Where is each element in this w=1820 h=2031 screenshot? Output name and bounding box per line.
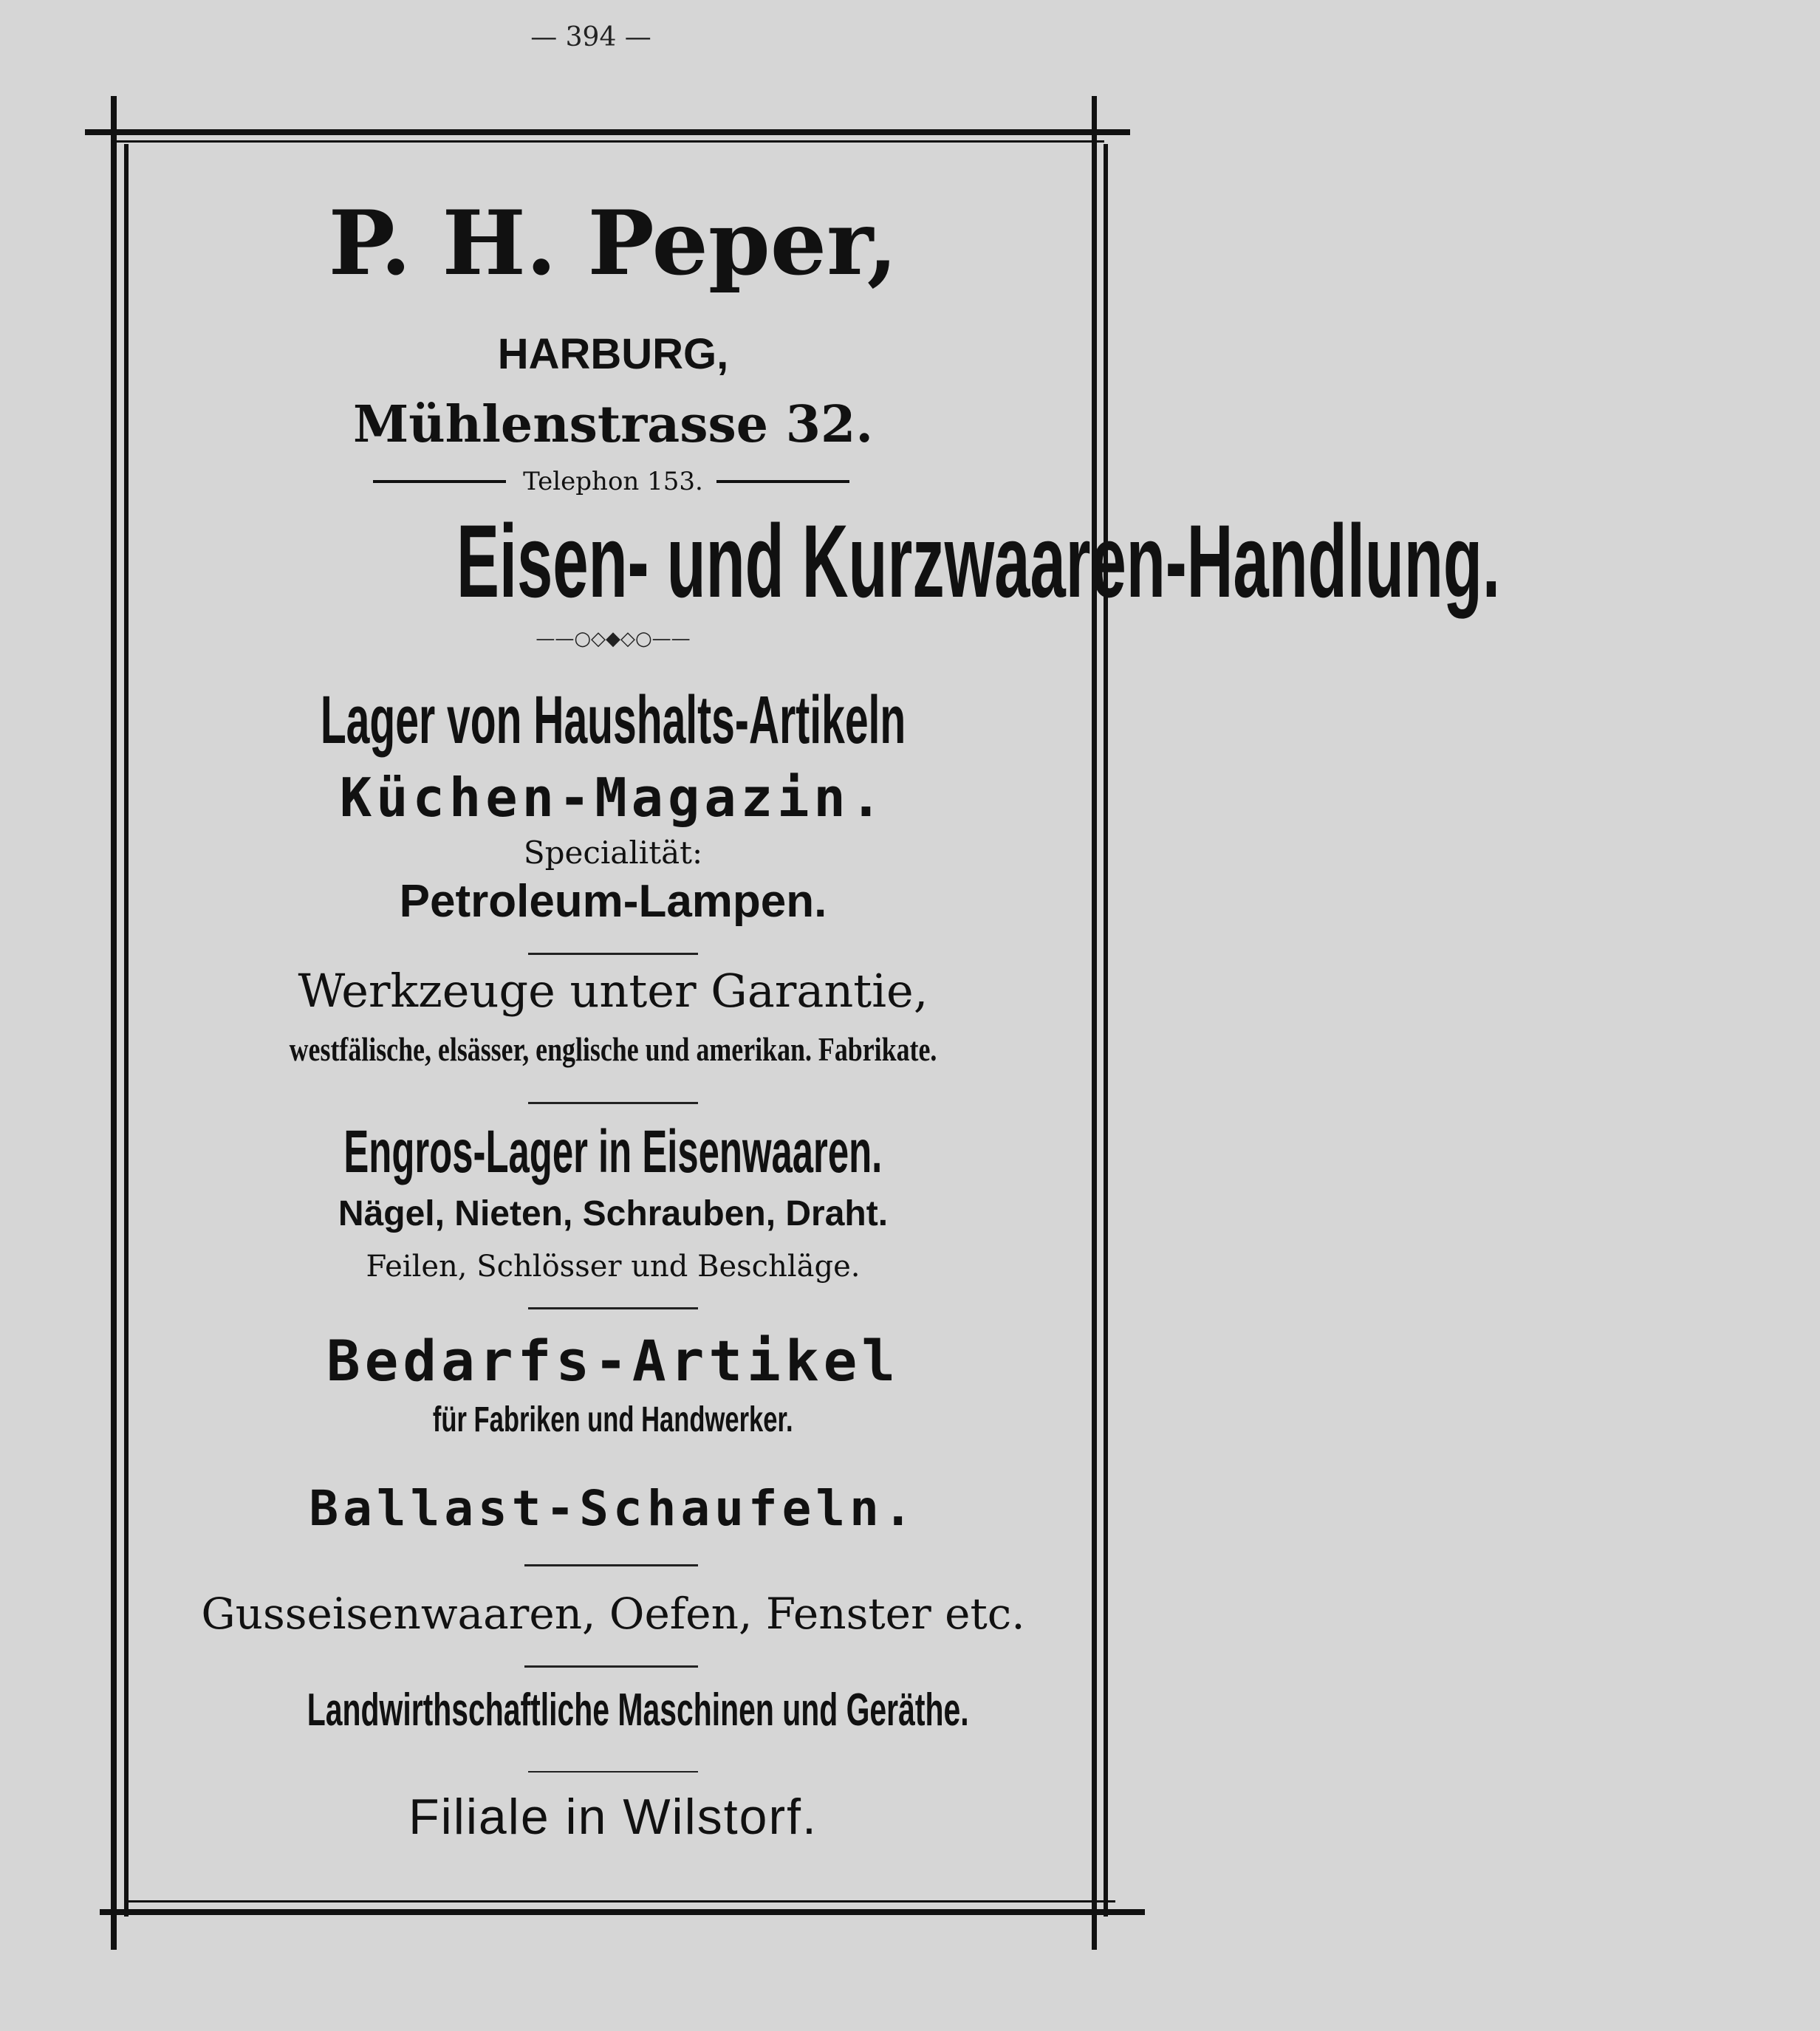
agricultural-machines-text: Landwirthschaftliche Maschinen und Geräthe. [307,1685,969,1736]
ornament: ——○◇◆◇○—— [536,628,691,650]
supplies-for [137,1400,1089,1441]
divider-rule [528,1771,698,1773]
agricultural-machines [137,1684,1089,1737]
left-border-rule-inner [124,144,129,1917]
branch-office: Filiale in Wilstorf. [408,1789,818,1845]
page-number: — 394 — [530,22,651,52]
business-type [137,503,1501,619]
tools-guarantee: Werkzeuge unter Garantie, [298,964,928,1018]
telephone-rule-right [716,480,849,483]
ballast-shovels: Ballast-Schaufeln. [309,1480,917,1537]
divider-rule [524,1564,698,1566]
street-address: Mühlenstrasse 32. [352,395,874,454]
firm-name: P. H. Peper, [328,191,898,295]
nails-rivets: Nägel, Nieten, Schrauben, Draht. [338,1194,889,1233]
castings: Gusseisenwaaren, Oefen, Fenster etc. [201,1589,1025,1639]
kitchen-magazine: Küchen-Magazin. [339,767,887,829]
wholesale-stock-text: Engros-Lager in Eisenwaaren. [343,1118,883,1185]
tools-origin [137,1030,1089,1069]
advertisement [137,170,1501,1891]
supplies-articles: Bedarfs-Artikel [326,1328,900,1394]
wholesale-stock [137,1119,1089,1185]
telephone: Telephon 153. [523,467,703,496]
left-border-rule [111,96,117,1950]
household-articles-text: Lager von Haushalts-Artikeln [320,682,906,758]
speciality-label: Specialität: [523,835,703,871]
divider-rule [528,1307,698,1309]
bottom-border-rule-inner [126,1900,1115,1902]
bottom-border-rule [100,1909,1145,1915]
top-border-rule-inner [114,140,1104,143]
right-border-rule [1092,96,1097,1950]
petroleum-lamps: Petroleum-Lampen. [399,876,827,927]
household-articles [137,683,1089,757]
divider-rule [528,1102,698,1104]
right-border-rule-inner [1104,144,1108,1917]
supplies-for-text: für Fabriken und Handwerker. [433,1400,793,1439]
city: HARBURG, [497,330,729,378]
files-locks: Feilen, Schlösser und Beschläge. [366,1250,861,1284]
tools-origin-text: westfälische, elsässer, englische und amerikan. Fabrikate. [289,1030,937,1068]
top-border-rule [85,129,1130,135]
divider-rule [524,1665,698,1668]
business-type-text: Eisen- und Kurzwaaren-Handlung. [456,503,1501,619]
divider-rule [528,953,698,955]
